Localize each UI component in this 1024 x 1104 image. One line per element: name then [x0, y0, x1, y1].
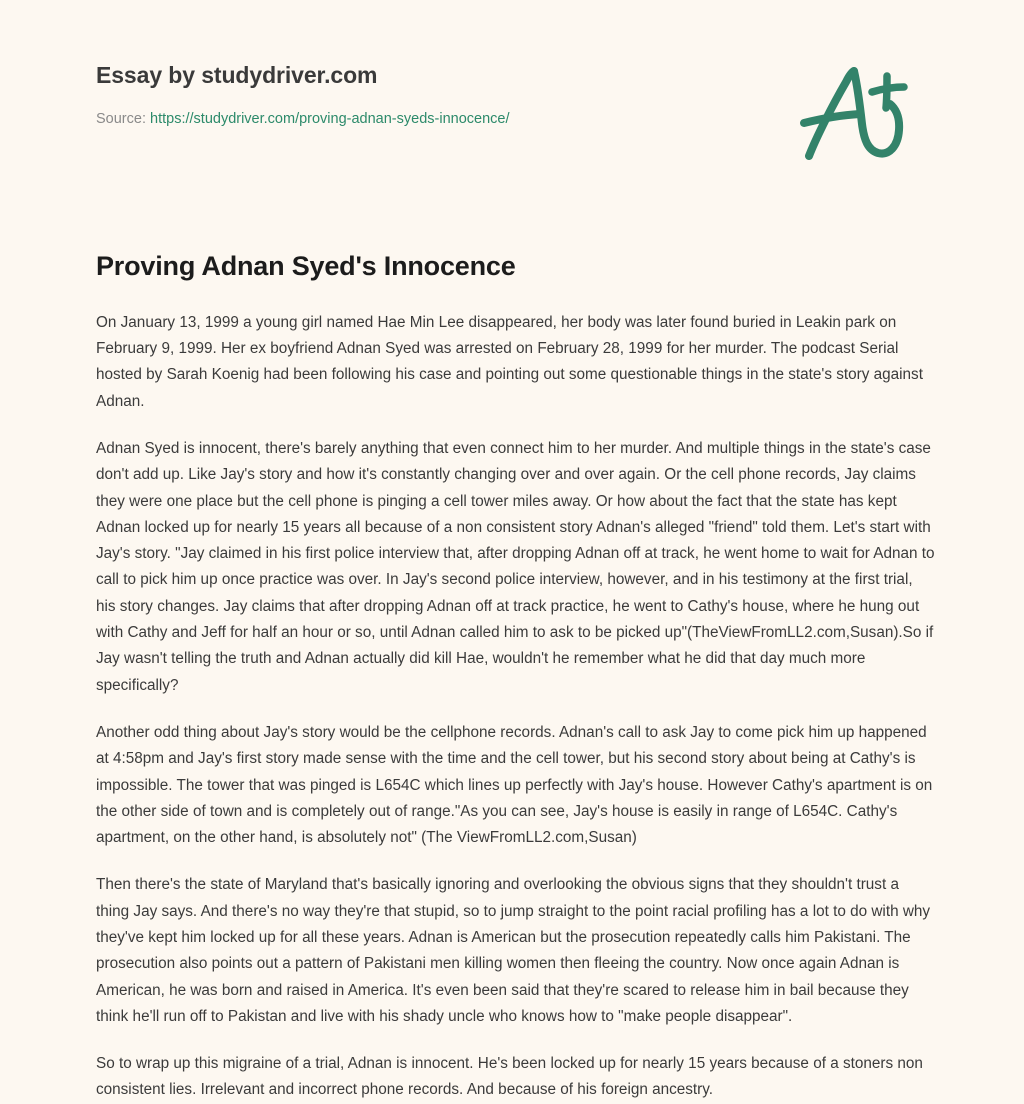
article-paragraph: Then there's the state of Maryland that's basically ignoring and overlooking the obvious signs that they shouldn't trust a thing Jay says. And there's no way they're that stupid, so to jump straight to the point racial profiling has a lot to do with why they've kept him locked up for all these years. Adnan is American but the prosecution repeatedly calls him Pakistani. The prosecution also points out a pattern of Pakistani men killing women then fleeing the country. Now once again Adnan is American, he was born and raised in America. It's even been said that they're scared to release him in bail because they think he'll run off to Pakistan and live with his shady uncle who knows how to "make people disappear".: [96, 876, 931, 1025]
article-body: [96, 310, 936, 1104]
source-label: Source:: [96, 110, 146, 127]
masthead-text-block: [96, 62, 509, 128]
article-container: [0, 250, 1024, 1104]
document-masthead: [0, 0, 1024, 160]
article-paragraph: Another odd thing about Jay's story would be the cellphone records. Adnan's call to ask Jay to come pick him up happened at 4:58pm and Jay's first story made sense with the time and the cell tower, but his second story about being at Cathy's is impossible. The tower that was pinged is L654C which lines up perfectly with Jay's house. However Cathy's apartment is on the other side of town and is completely out of range."As you can see, Jay's house is easily in range of L654C. Cathy's apartment, on the other hand, is absolutely not" (The ViewFromLL2.com,Susan): [96, 723, 933, 847]
article-paragraph: Adnan Syed is innocent, there's barely anything that even connect him to her murder. And multiple things in the state's case don't add up. Like Jay's story and how it's constantly changing over and over again. Or the cell phone records, Jay claims they were one place but the cell phone is pinging a cell tower miles away. Or how about the fact that the state has kept Adnan locked up for nearly 15 years all because of a non consistent story Adnan's alleged "friend" told them. Let's start with Jay's story. "Jay claimed in his first police interview that, after dropping Adnan off at track, he went home to wait for Adnan to call to pick him up once practice was over. In Jay's second police interview, however, and in his testimony at the first trial, his story changes. Jay claims that after dropping Adnan off at track practice, he went to Cathy's house, where he hung out with Cathy and Jeff for half an hour or so, until Adnan called him to ask to be picked up"(TheViewFromLL2.com,Susan).So if Jay wasn't telling the truth and Adnan actually did kill Hae, wouldn't he remember what he did that day much more specifically?: [96, 439, 935, 694]
article-paragraph: So to wrap up this migraine of a trial, Adnan is innocent. He's been locked up for nearly 15 years because of a stoners non consistent lies. Irrelevant and incorrect phone records. And because of his foreign ancestry.: [96, 1055, 923, 1099]
article-paragraph: On January 13, 1999 a young girl named Hae Min Lee disappeared, her body was later found buried in Leakin park on February 9, 1999. Her ex boyfriend Adnan Syed was arrested on February 28, 1999 for her murder. The podcast Serial hosted by Sarah Koenig had been following his case and pointing out some questionable things in the state's story against Adnan.: [96, 313, 923, 410]
source-line: [96, 110, 509, 129]
source-url-link[interactable]: https://studydriver.com/proving-adnan-syeds-innocence/: [150, 110, 510, 127]
page-title: Proving Adnan Syed's Innocence: [96, 251, 516, 281]
site-title: Essay by studydriver.com: [96, 62, 378, 88]
a-plus-logo-icon: [796, 64, 914, 160]
